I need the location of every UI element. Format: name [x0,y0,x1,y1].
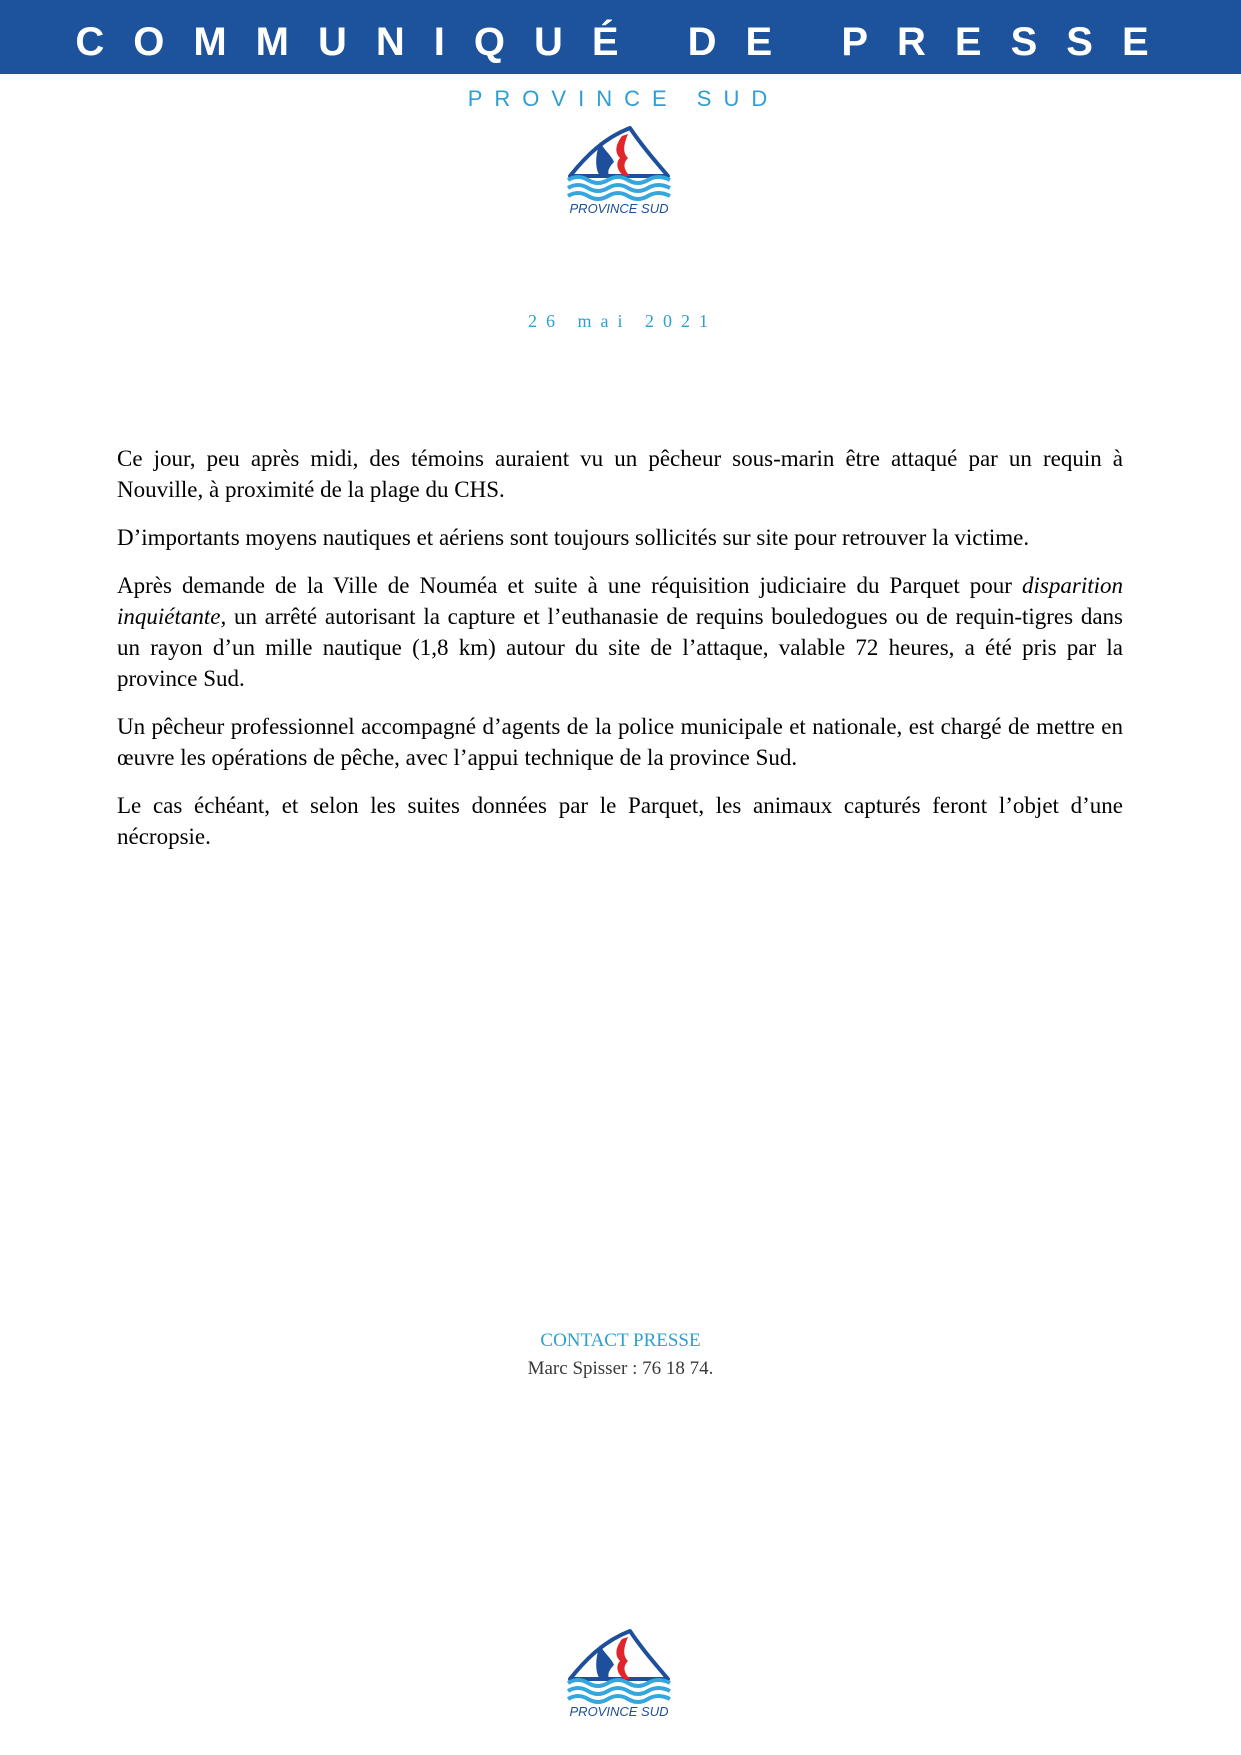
paragraph-3-start: Après demande de la Ville de Nouméa et suite à une réquisition judiciaire du Parquet pour [117,573,1023,598]
release-date: 26 mai 2021 [528,311,717,331]
press-contact [0,1327,1241,1383]
contact-details: Marc Spisser : 76 18 74. [527,1358,714,1379]
paragraph-3-end: un arrêté autorisant la capture et l’euthanasie de requins bouledogues ou de requin-tigres dans un rayon d’un mille nautique (1,8 km) autour du site de l’attaque, valable 72 heures, a été pris par la province Sud. [117,604,1123,691]
shark-fin-icon [564,122,674,202]
logo-caption: PROVINCE SUD [569,1704,669,1719]
province-sud-logo-footer [564,1625,674,1725]
paragraph-4: Un pêcheur professionnel accompagné d’agents de la police municipale et nationale, est chargé de mettre en œuvre les opérations de pêche, avec l’appui technique de la province Sud. [117,714,1123,770]
paragraph-2: D’importants moyens nautiques et aériens sont toujours sollicités sur site pour retrouver la victime. [117,525,1030,550]
paragraph-5: Le cas échéant, et selon les suites données par le Parquet, les animaux capturés feront l’objet d’une nécropsie. [117,793,1123,849]
paragraph-3 [117,570,1123,694]
page-title: COMMUNIQUÉ DE PRESSE [75,20,1178,64]
page-subtitle: PROVINCE SUD [467,86,780,111]
logo-caption: PROVINCE SUD [569,201,669,216]
paragraph-3-italic: disparition inquiétante, [117,573,1123,629]
province-sud-logo [564,122,674,222]
shark-fin-icon [564,1625,674,1705]
press-release-body [117,443,1123,869]
paragraph-1: Ce jour, peu après midi, des témoins auraient vu un pêcheur sous-marin être attaqué par un requin à Nouville, à proximité de la plage du CHS. [117,446,1123,502]
contact-title: CONTACT PRESSE [540,1330,701,1351]
